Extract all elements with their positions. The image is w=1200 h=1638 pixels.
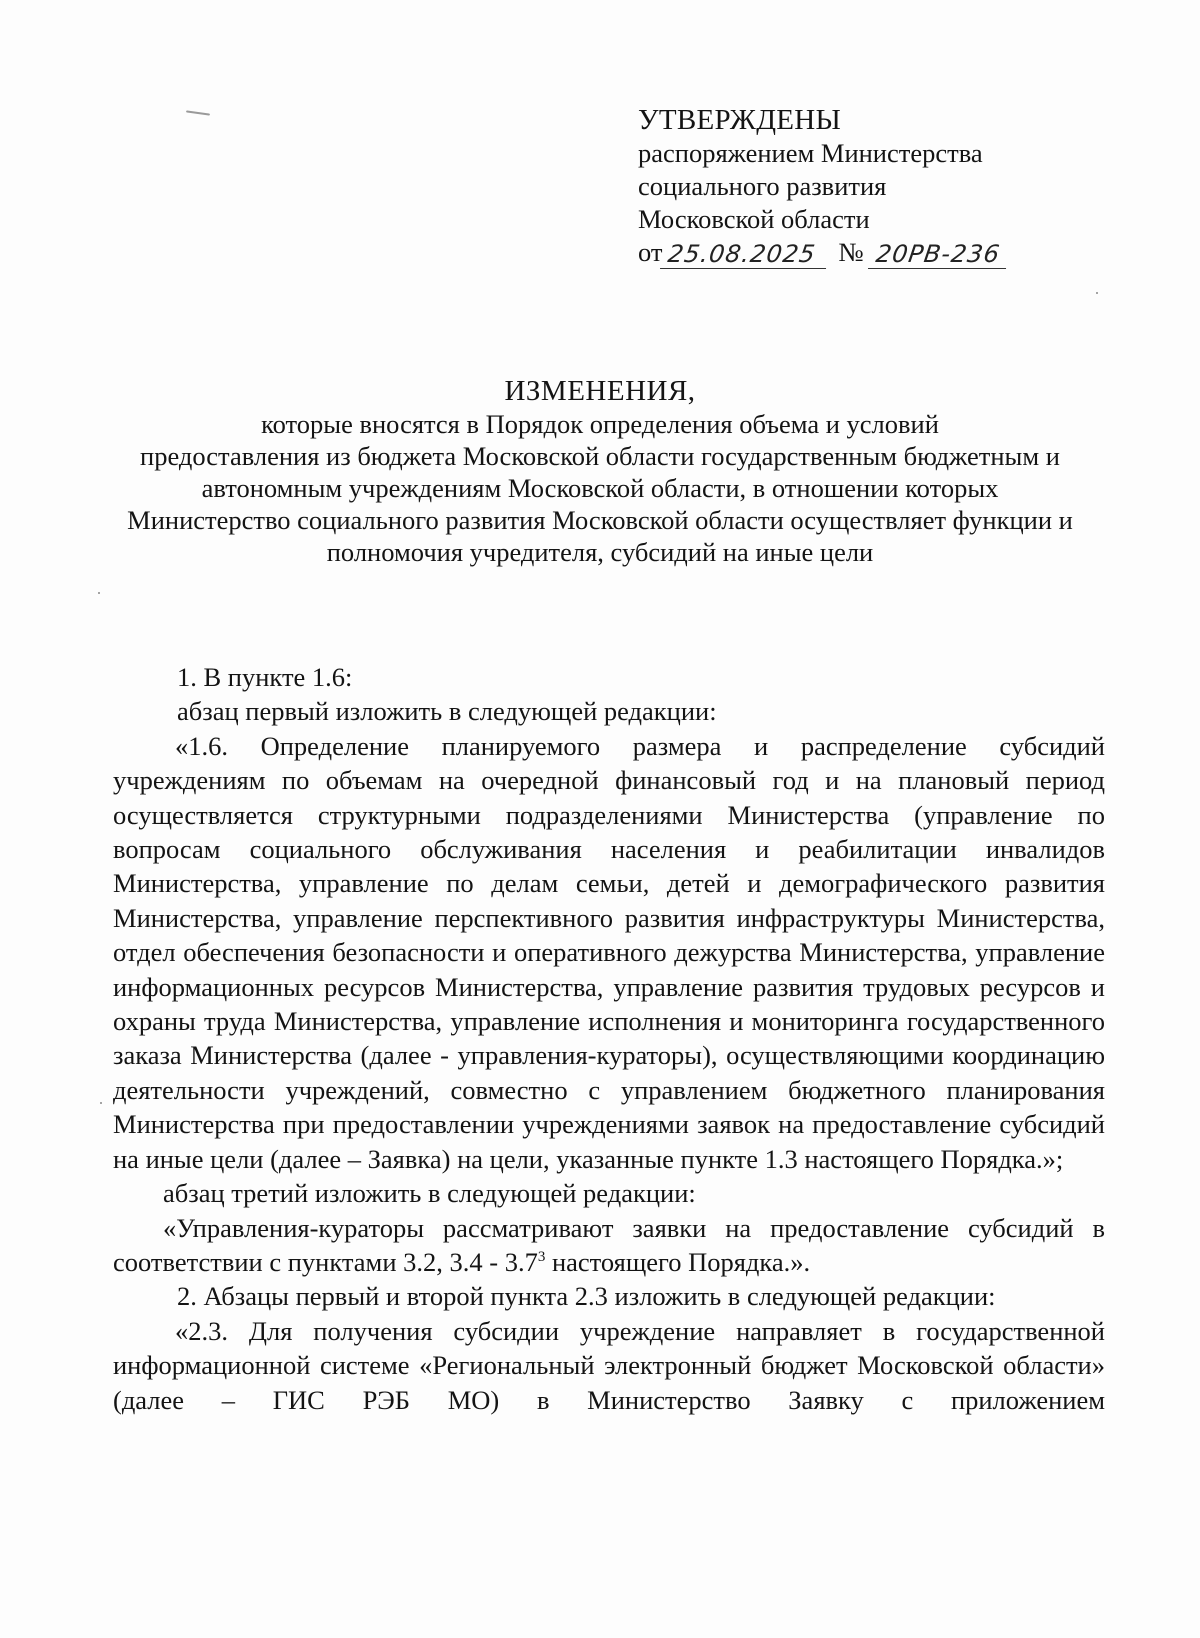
handwritten-number: 20РВ-236 [868, 240, 1010, 269]
heading-line: полномочия учредителя, субсидий на иные цели [326, 537, 874, 567]
heading-line: предоставления из бюджета Московской области государственным бюджетным и [140, 441, 1060, 471]
scan-speck [1096, 292, 1098, 294]
heading-line: которые вносятся в Порядок определения объема и условий [261, 409, 939, 439]
scan-speck [100, 1102, 102, 1104]
approval-date-number [638, 236, 1008, 269]
approval-line: Московской области [638, 204, 870, 234]
document-heading [100, 374, 1100, 568]
quoted-paragraph-1-6: «1.6. Определение планируемого размера и распределение субсидий учреждениям по объемам на очередной финансовый год и на плановый период осуществляется структурными подразделениями Министерства (управление по вопросам социального обслуживания населения и реабилитации инвалидов Министерства, управление по делам семьи, детей и демографического развития Министерства, управление перспективного развития инфраструктуры Министерства, отдел обеспечения безопасности и оперативного дежурства Министерства, управление информационных ресурсов Министерства, управление развития трудовых ресурсов и охраны труда Министерства, управление исполнения и мониторинга государственного заказа Министерства (далее - управления-кураторы), осуществляющими координацию деятельности учреждений, совместно с управлением бюджетного планирования Министерства при предоставлении учреждениями заявок на предоставление субсидий на иные цели (далее – Заявка) на цели, указанные пункте 1.3 настоящего Порядка.»; [113, 730, 1105, 1174]
heading-title: ИЗМЕНЕНИЯ, [504, 375, 696, 407]
approval-line: социального развития [638, 171, 887, 201]
superscript: 3 [537, 1249, 546, 1266]
body-paragraph: абзац первый изложить в следующей редакции: [177, 696, 717, 727]
body-paragraph: абзац третий изложить в следующей редакции: [163, 1178, 696, 1209]
quoted-paragraph-2-3: «2.3. Для получения субсидии учреждение направляет в государственной информационной системе «Региональный электронный бюджет Московской области» (далее – ГИС РЭБ МО) в Министерство Заявку с приложением [113, 1315, 1105, 1415]
heading-line: автономным учреждениям Московской области, в отношении которых [201, 473, 999, 503]
number-sign: № [838, 237, 864, 267]
numbered-item-2: 2. Абзацы первый и второй пункта 2.3 изложить в следующей редакции: [177, 1281, 996, 1312]
quoted-paragraph-curators [113, 1211, 1105, 1280]
paragraph-text: настоящего Порядка.». [545, 1246, 811, 1277]
document-body [113, 660, 1105, 1417]
date-prefix: от [638, 237, 663, 267]
approval-block [638, 104, 1008, 269]
approval-line: распоряжением Министерства [638, 138, 983, 168]
heading-line: Министерство социального развития Московской области осуществляет функции и [127, 505, 1073, 535]
approval-title: УТВЕРЖДЕНЫ [638, 104, 842, 136]
numbered-item-1: 1. В пункте 1.6: [177, 662, 353, 692]
handwritten-date: 25.08.2025 [660, 240, 830, 269]
paragraph-text: «Управления-кураторы рассматривают заявки на предоставление субсидий в соответствии с пунктами 3.2, 3.4 - 3.7 [113, 1212, 1105, 1277]
scan-mark [186, 110, 210, 115]
scan-speck [98, 592, 100, 594]
